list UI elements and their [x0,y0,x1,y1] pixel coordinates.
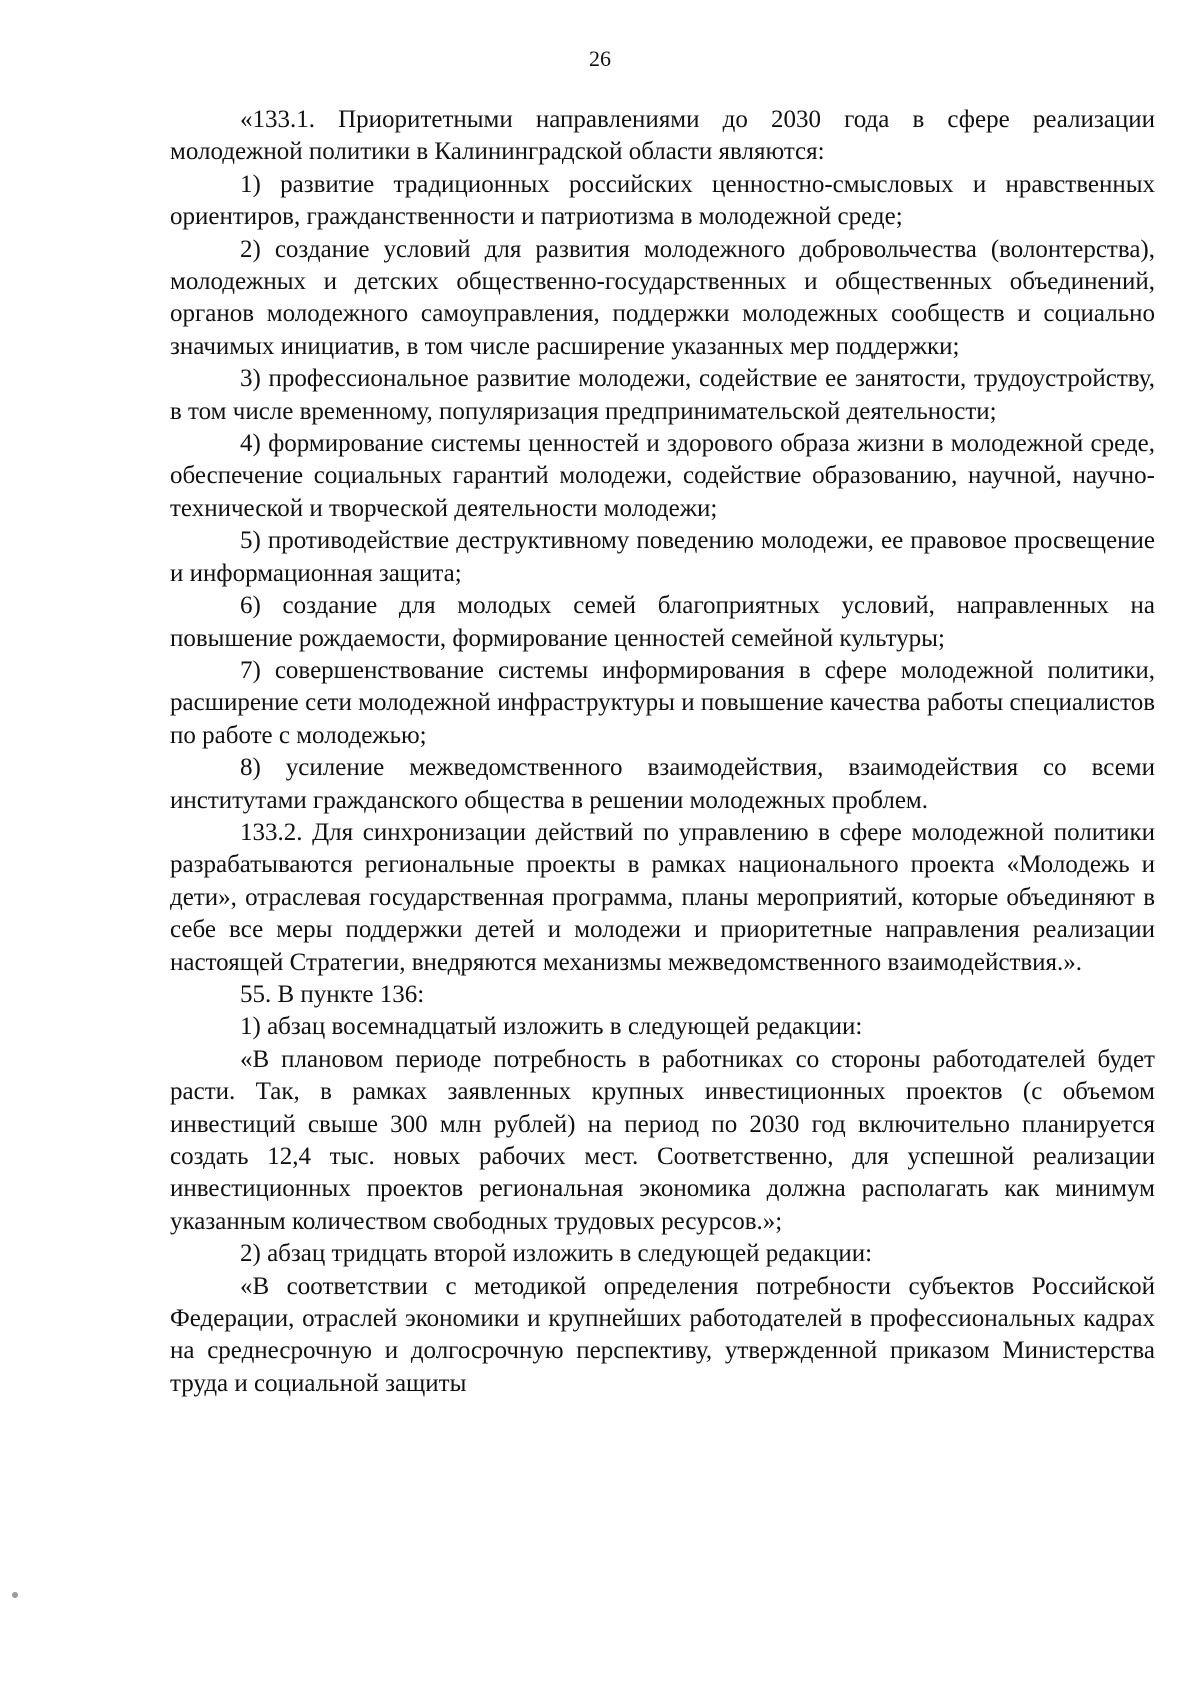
list-item-6: 6) создание для молодых семей благоприятных условий, направленных на повышение рождаемости, формирование ценностей семейной культуры; [170,592,1155,652]
paragraph-55-item-2: 2) абзац тридцать второй изложить в следующей редакции: [240,1240,873,1268]
list-item-2: 2) создание условий для развития молодежного добровольчества (волонтерства), молодежных и детских общественно-государственных и общественных объединений, органов молодежного самоуправления, поддержки молодежных сообществ и социально значимых инициатив, в том числе расширение указанных мер поддержки; [170,235,1155,360]
list-item-5: 5) противодействие деструктивному поведению молодежи, ее правовое просвещение и информационная защита; [170,527,1155,587]
list-item-8: 8) усиление межведомственного взаимодействия, взаимодействия со всеми институтами гражданского общества в решении молодежных проблем. [170,754,1155,814]
paragraph-55-heading: 55. В пункте 136: [240,980,425,1008]
quoted-paragraph-18: «В плановом периоде потребность в работниках со стороны работодателей будет расти. Так, в рамках заявленных крупных инвестиционных проектов (с объемом инвестиций свыше 300 млн рублей) на период по 2030 год включительно планируется создать 12,4 тыс. новых рабочих мест. Соответственно, для успешной реализации инвестиционных проектов региональная экономика должна располагать как минимум указанным количеством свободных трудовых ресурсов.»; [170,1045,1155,1235]
paragraph-133-2: 133.2. Для синхронизации действий по управлению в сфере молодежной политики разрабатываются региональные проекты в рамках национального проекта «Молодежь и дети», отраслевая государственная программа, планы мероприятий, которые объединяют в себе все меры поддержки детей и молодежи и приоритетные направления реализации настоящей Стратегии, внедряются механизмы межведомственного взаимодействия.». [170,818,1155,976]
paragraph-55-item-1: 1) абзац восемнадцатый изложить в следующей редакции: [240,1013,863,1041]
list-item-4: 4) формирование системы ценностей и здорового образа жизни в молодежной среде, обеспечение социальных гарантий молодежи, содействие образованию, научной, научно-технической и творческой деятельности молодежи; [170,430,1155,522]
list-item-1: 1) развитие традиционных российских ценностно-смысловых и нравственных ориентиров, гражданственности и патриотизма в молодежной среде; [170,170,1155,231]
quoted-paragraph-32: «В соответствии с методикой определения потребности субъектов Российской Федерации, отраслей экономики и крупнейших работодателей в профессиональных кадрах на среднесрочную и долгосрочную перспективу, утвержденной приказом Министерства труда и социальной защиты [170,1272,1155,1397]
paragraph-133-1-intro: «133.1. Приоритетными направлениями до 2030 года в сфере реализации молодежной политики в Калининградской области являются: [170,106,1155,166]
list-item-3: 3) профессиональное развитие молодежи, содействие ее занятости, трудоустройству, в том числе временному, популяризация предпринимательской деятельности; [170,365,1155,425]
page-number: 26 [589,46,611,71]
list-item-7: 7) совершенствование системы информирования в сфере молодежной политики, расширение сети молодежной инфраструктуры и повышение качества работы специалистов по работе с молодежью; [170,656,1155,749]
document-body [170,104,1155,1400]
scan-artifact-dot [12,1592,18,1598]
